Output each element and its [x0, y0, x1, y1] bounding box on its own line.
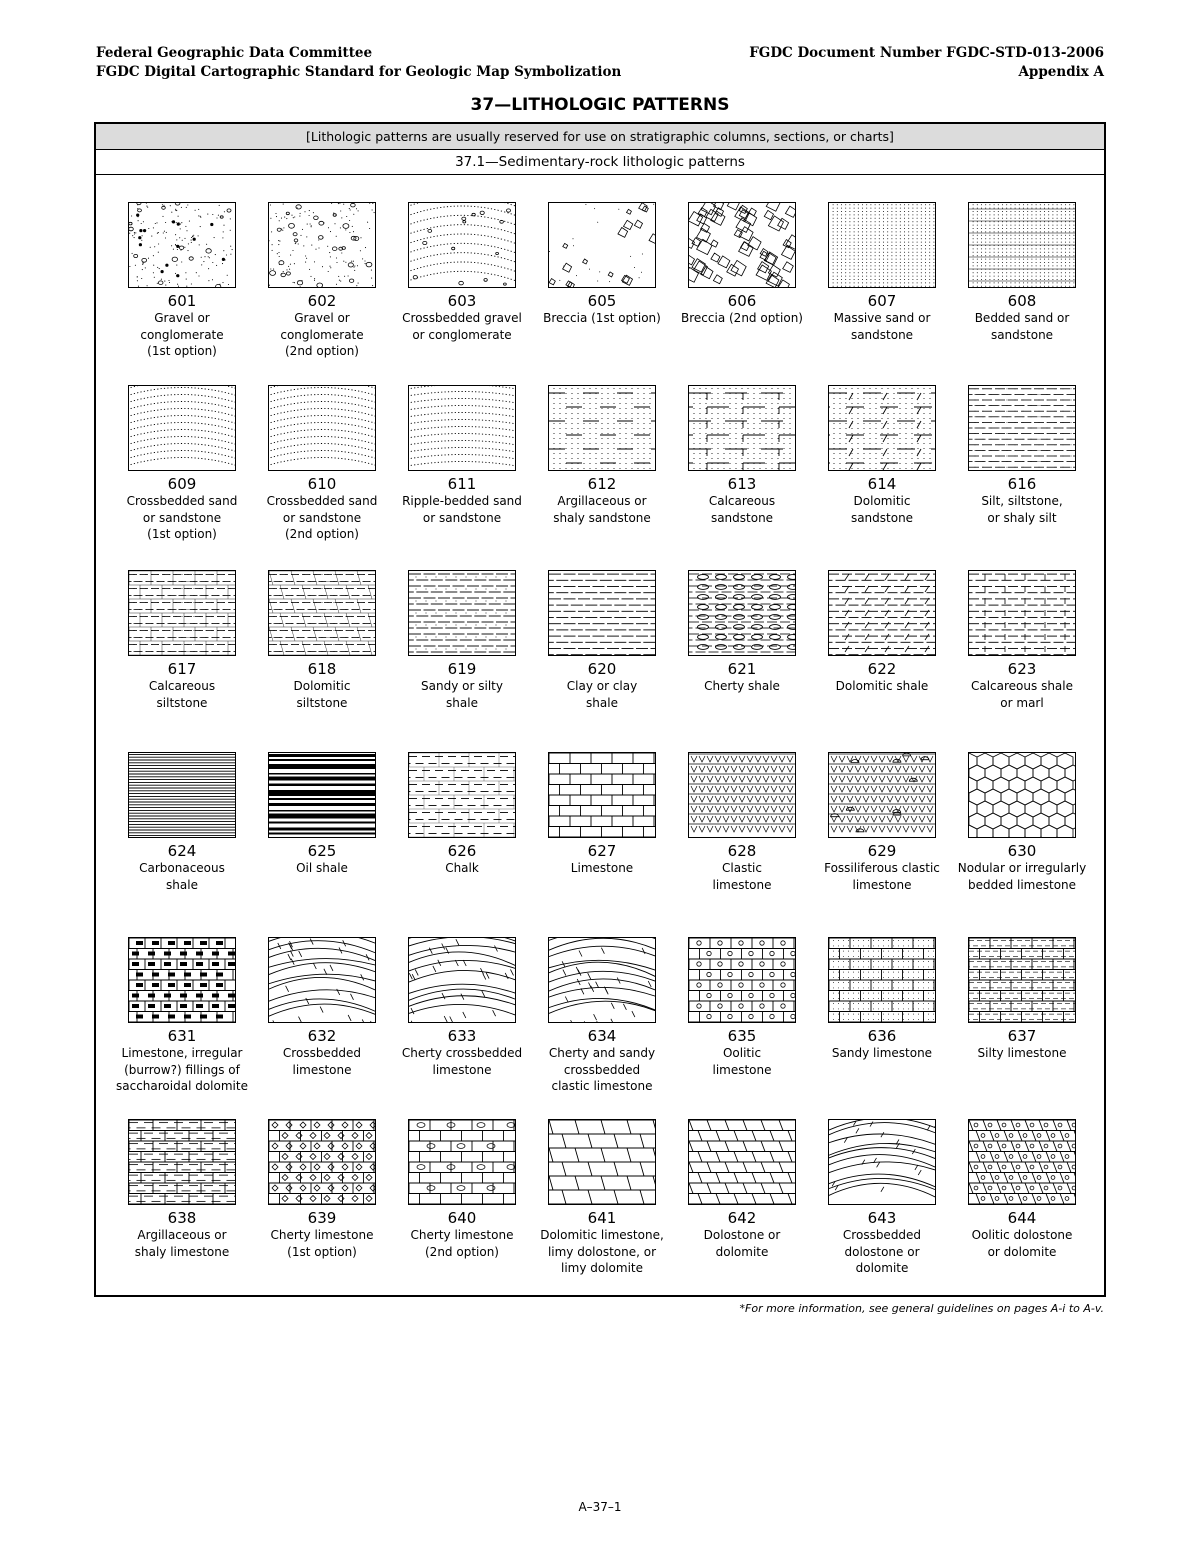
- pattern-swatch: [268, 752, 376, 838]
- pattern-label: Oolitic limestone: [712, 1046, 772, 1077]
- pattern-code: 609: [167, 475, 197, 493]
- pattern-label: Calcareous siltstone: [148, 679, 216, 710]
- pattern-code: 601: [167, 292, 197, 310]
- pattern-cell-618: [252, 570, 392, 711]
- pattern-graphic: [409, 1120, 515, 1204]
- pattern-graphic: [269, 571, 375, 655]
- pattern-graphic: [549, 753, 655, 837]
- pattern-graphic: [689, 571, 795, 655]
- pattern-label: Crossbedded dolostone or dolomite: [842, 1228, 922, 1275]
- pattern-graphic: [969, 1120, 1075, 1204]
- pattern-swatch: [408, 202, 516, 288]
- pattern-graphic: [969, 938, 1075, 1022]
- pattern-code: 614: [867, 475, 897, 493]
- pattern-cell-628: [672, 752, 812, 893]
- pattern-swatch: [128, 202, 236, 288]
- pattern-graphic: [829, 938, 935, 1022]
- pattern-cell-613: [672, 385, 812, 526]
- pattern-label: Breccia (2nd option): [681, 311, 803, 325]
- pattern-graphic: [829, 1120, 935, 1204]
- pattern-cell-619: [392, 570, 532, 711]
- pattern-swatch: [548, 1119, 656, 1205]
- pattern-label: Clay or clay shale: [566, 679, 638, 710]
- pattern-label: Dolomitic shale: [835, 679, 929, 693]
- pattern-swatch: [548, 385, 656, 471]
- pattern-label: Gravel or conglomerate (1st option): [140, 311, 224, 358]
- pattern-code: 619: [447, 660, 477, 678]
- pattern-cell-601: [112, 202, 252, 360]
- pattern-code: 626: [447, 842, 477, 860]
- pattern-label: Crossbedded sand or sandstone (2nd option): [266, 494, 378, 541]
- pattern-swatch: [688, 937, 796, 1023]
- pattern-cell-627: [532, 752, 672, 877]
- pattern-swatch: [268, 1119, 376, 1205]
- pattern-code: 625: [307, 842, 337, 860]
- pattern-swatch: [828, 570, 936, 656]
- pattern-swatch: [408, 752, 516, 838]
- pattern-cell-626: [392, 752, 532, 877]
- pattern-cell-605: [532, 202, 672, 327]
- pattern-cell-632: [252, 937, 392, 1078]
- pattern-label: Silt, siltstone, or shaly silt: [981, 494, 1063, 525]
- pattern-graphic: [969, 386, 1075, 470]
- pattern-code: 618: [307, 660, 337, 678]
- pattern-graphic: [409, 203, 515, 287]
- pattern-cell-631: [112, 937, 252, 1095]
- pattern-code: 632: [307, 1027, 337, 1045]
- pattern-swatch: [408, 937, 516, 1023]
- pattern-graphic: [129, 571, 235, 655]
- pattern-cell-602: [252, 202, 392, 360]
- pattern-cell-610: [252, 385, 392, 543]
- pattern-label: Cherty and sandy crossbedded clastic limestone: [548, 1046, 656, 1093]
- pattern-swatch: [128, 937, 236, 1023]
- pattern-graphic: [969, 753, 1075, 837]
- pattern-code: 612: [587, 475, 617, 493]
- pattern-code: 607: [867, 292, 897, 310]
- pattern-graphic: [409, 938, 515, 1022]
- pattern-graphic: [549, 938, 655, 1022]
- pattern-cell-638: [112, 1119, 252, 1260]
- pattern-swatch: [688, 385, 796, 471]
- pattern-code: 640: [447, 1209, 477, 1227]
- pattern-cell-607: [812, 202, 952, 343]
- pattern-code: 633: [447, 1027, 477, 1045]
- pattern-label: Gravel or conglomerate (2nd option): [280, 311, 364, 358]
- pattern-label: Dolomitic siltstone: [293, 679, 351, 710]
- pattern-label: Sandy limestone: [831, 1046, 933, 1060]
- pattern-graphic: [269, 938, 375, 1022]
- pattern-graphic: [409, 571, 515, 655]
- pattern-cell-636: [812, 937, 952, 1062]
- pattern-label: Limestone: [570, 861, 634, 875]
- header-left: [96, 44, 621, 82]
- pattern-label: Cherty shale: [704, 679, 780, 693]
- pattern-graphic: [969, 571, 1075, 655]
- pattern-label: Crossbedded limestone: [282, 1046, 362, 1077]
- pattern-cell-606: [672, 202, 812, 327]
- pattern-label: Cherty limestone (1st option): [270, 1228, 374, 1259]
- pattern-swatch: [828, 202, 936, 288]
- pattern-cell-622: [812, 570, 952, 695]
- pattern-label: Crossbedded sand or sandstone (1st option): [126, 494, 238, 541]
- pattern-cell-620: [532, 570, 672, 711]
- pattern-swatch: [128, 1119, 236, 1205]
- pattern-label: Ripple-bedded sand or sandstone: [402, 494, 522, 525]
- pattern-graphic: [269, 1120, 375, 1204]
- pattern-label: Massive sand or sandstone: [833, 311, 931, 342]
- pattern-code: 613: [727, 475, 757, 493]
- pattern-swatch: [968, 937, 1076, 1023]
- pattern-code: 622: [867, 660, 897, 678]
- pattern-graphic: [829, 203, 935, 287]
- pattern-label: Breccia (1st option): [543, 311, 661, 325]
- pattern-graphic: [409, 386, 515, 470]
- header-committee: Federal Geographic Data Committee: [96, 45, 373, 61]
- pattern-cell-639: [252, 1119, 392, 1260]
- pattern-graphic: [549, 203, 655, 287]
- pattern-cell-640: [392, 1119, 532, 1260]
- pattern-cell-623: [952, 570, 1092, 711]
- pattern-swatch: [968, 202, 1076, 288]
- pattern-cell-625: [252, 752, 392, 877]
- pattern-code: 630: [1007, 842, 1037, 860]
- pattern-cell-634: [532, 937, 672, 1095]
- pattern-graphic: [689, 1120, 795, 1204]
- pattern-graphic: [129, 386, 235, 470]
- pattern-code: 634: [587, 1027, 617, 1045]
- pattern-graphic: [129, 938, 235, 1022]
- pattern-code: 638: [167, 1209, 197, 1227]
- pattern-swatch: [688, 752, 796, 838]
- pattern-cell-614: [812, 385, 952, 526]
- pattern-swatch: [128, 752, 236, 838]
- pattern-table: [94, 122, 1106, 1297]
- pattern-swatch: [968, 752, 1076, 838]
- pattern-label: Oolitic dolostone or dolomite: [971, 1228, 1073, 1259]
- pattern-code: 627: [587, 842, 617, 860]
- pattern-graphic: [689, 753, 795, 837]
- pattern-code: 617: [167, 660, 197, 678]
- pattern-cell-643: [812, 1119, 952, 1277]
- pattern-label: Carbonaceous shale: [139, 861, 225, 892]
- pattern-code: 608: [1007, 292, 1037, 310]
- pattern-code: 606: [727, 292, 757, 310]
- pattern-code: 635: [727, 1027, 757, 1045]
- pattern-code: 620: [587, 660, 617, 678]
- pattern-cell-617: [112, 570, 252, 711]
- pattern-swatch: [268, 202, 376, 288]
- pattern-label: Sandy or silty shale: [421, 679, 503, 710]
- pattern-graphic: [269, 386, 375, 470]
- pattern-label: Argillaceous or shaly sandstone: [553, 494, 651, 525]
- pattern-swatch: [408, 570, 516, 656]
- pattern-swatch: [968, 385, 1076, 471]
- pattern-swatch: [268, 385, 376, 471]
- pattern-graphic: [689, 386, 795, 470]
- pattern-graphic: [689, 203, 795, 287]
- pattern-cell-641: [532, 1119, 672, 1277]
- pattern-code: 621: [727, 660, 757, 678]
- pattern-swatch: [408, 385, 516, 471]
- pattern-code: 644: [1007, 1209, 1037, 1227]
- pattern-code: 624: [167, 842, 197, 860]
- pattern-cell-603: [392, 202, 532, 343]
- page-number: A–37–1: [578, 1500, 622, 1514]
- pattern-cell-637: [952, 937, 1092, 1062]
- pattern-swatch: [268, 937, 376, 1023]
- pattern-graphic: [829, 386, 935, 470]
- pattern-label: Crossbedded gravel or conglomerate: [402, 311, 522, 342]
- pattern-cell-612: [532, 385, 672, 526]
- pattern-graphic: [549, 386, 655, 470]
- pattern-graphic: [269, 753, 375, 837]
- pattern-swatch: [548, 752, 656, 838]
- pattern-swatch: [968, 570, 1076, 656]
- pattern-cell-624: [112, 752, 252, 893]
- pattern-code: 629: [867, 842, 897, 860]
- pattern-label: Cherty crossbedded limestone: [401, 1046, 523, 1077]
- pattern-swatch: [828, 1119, 936, 1205]
- pattern-cell-644: [952, 1119, 1092, 1260]
- pattern-label: Cherty limestone (2nd option): [410, 1228, 514, 1259]
- pattern-swatch: [688, 570, 796, 656]
- pattern-label: Chalk: [445, 861, 479, 875]
- pattern-cell-635: [672, 937, 812, 1078]
- pattern-swatch: [828, 937, 936, 1023]
- header-standard-title: FGDC Digital Cartographic Standard for Geologic Map Symbolization: [96, 64, 622, 80]
- pattern-label: Dolomitic sandstone: [850, 494, 914, 525]
- pattern-code: 603: [447, 292, 477, 310]
- pattern-label: Clastic limestone: [712, 861, 772, 892]
- pattern-graphic: [269, 203, 375, 287]
- pattern-code: 628: [727, 842, 757, 860]
- table-note: [Lithologic patterns are usually reserved for use on stratigraphic columns, sections, or charts]: [96, 124, 1104, 150]
- pattern-graphic: [409, 753, 515, 837]
- pattern-label: Dolomitic limestone, limy dolostone, or limy dolomite: [540, 1228, 664, 1275]
- pattern-label: Oil shale: [296, 861, 348, 875]
- pattern-label: Calcareous sandstone: [708, 494, 776, 525]
- pattern-code: 616: [1007, 475, 1037, 493]
- pattern-code: 631: [167, 1027, 197, 1045]
- pattern-label: Nodular or irregularly bedded limestone: [957, 861, 1087, 892]
- pattern-code: 602: [307, 292, 337, 310]
- pattern-label: Fossiliferous clastic limestone: [824, 861, 940, 892]
- pattern-swatch: [688, 202, 796, 288]
- pattern-graphic: [829, 753, 935, 837]
- pattern-cell-608: [952, 202, 1092, 343]
- pattern-swatch: [548, 202, 656, 288]
- pattern-cell-621: [672, 570, 812, 695]
- pattern-code: 643: [867, 1209, 897, 1227]
- pattern-code: 636: [867, 1027, 897, 1045]
- pattern-label: Calcareous shale or marl: [970, 679, 1073, 710]
- pattern-cell-642: [672, 1119, 812, 1260]
- pattern-cell-611: [392, 385, 532, 526]
- pattern-code: 623: [1007, 660, 1037, 678]
- pattern-swatch: [828, 752, 936, 838]
- pattern-graphic: [129, 1120, 235, 1204]
- page-header: [96, 44, 1104, 84]
- page-title: 37—LITHOLOGIC PATTERNS: [470, 95, 730, 115]
- pattern-label: Bedded sand or sandstone: [974, 311, 1070, 342]
- pattern-swatch: [128, 385, 236, 471]
- footnote: *For more information, see general guidelines on pages A-i to A-v.: [739, 1302, 1104, 1315]
- pattern-swatch: [268, 570, 376, 656]
- pattern-graphic: [549, 1120, 655, 1204]
- pattern-code: 637: [1007, 1027, 1037, 1045]
- pattern-cell-629: [812, 752, 952, 893]
- pattern-cell-630: [952, 752, 1092, 893]
- pattern-swatch: [688, 1119, 796, 1205]
- header-right: [749, 44, 1104, 82]
- pattern-label: Argillaceous or shaly limestone: [134, 1228, 230, 1259]
- pattern-code: 611: [447, 475, 477, 493]
- pattern-swatch: [128, 570, 236, 656]
- pattern-code: 605: [587, 292, 617, 310]
- pattern-cell-633: [392, 937, 532, 1078]
- pattern-graphic: [969, 203, 1075, 287]
- pattern-cell-616: [952, 385, 1092, 526]
- pattern-label: Dolostone or dolomite: [703, 1228, 781, 1259]
- pattern-swatch: [548, 937, 656, 1023]
- section-title: 37.1—Sedimentary-rock lithologic patterns: [96, 150, 1104, 175]
- pattern-swatch: [548, 570, 656, 656]
- pattern-graphic: [689, 938, 795, 1022]
- pattern-swatch: [968, 1119, 1076, 1205]
- pattern-graphic: [549, 571, 655, 655]
- pattern-label: Limestone, irregular (burrow?) fillings of saccharoidal dolomite: [116, 1046, 248, 1093]
- pattern-graphic: [129, 753, 235, 837]
- pattern-swatch: [828, 385, 936, 471]
- pattern-code: 642: [727, 1209, 757, 1227]
- pattern-code: 639: [307, 1209, 337, 1227]
- pattern-graphic: [829, 571, 935, 655]
- pattern-code: 610: [307, 475, 337, 493]
- header-document-number: FGDC Document Number FGDC-STD-013-2006: [749, 45, 1104, 61]
- pattern-code: 641: [587, 1209, 617, 1227]
- pattern-graphic: [129, 203, 235, 287]
- header-appendix: Appendix A: [1018, 64, 1104, 80]
- pattern-cell-609: [112, 385, 252, 543]
- pattern-label: Silty limestone: [977, 1046, 1067, 1060]
- pattern-swatch: [408, 1119, 516, 1205]
